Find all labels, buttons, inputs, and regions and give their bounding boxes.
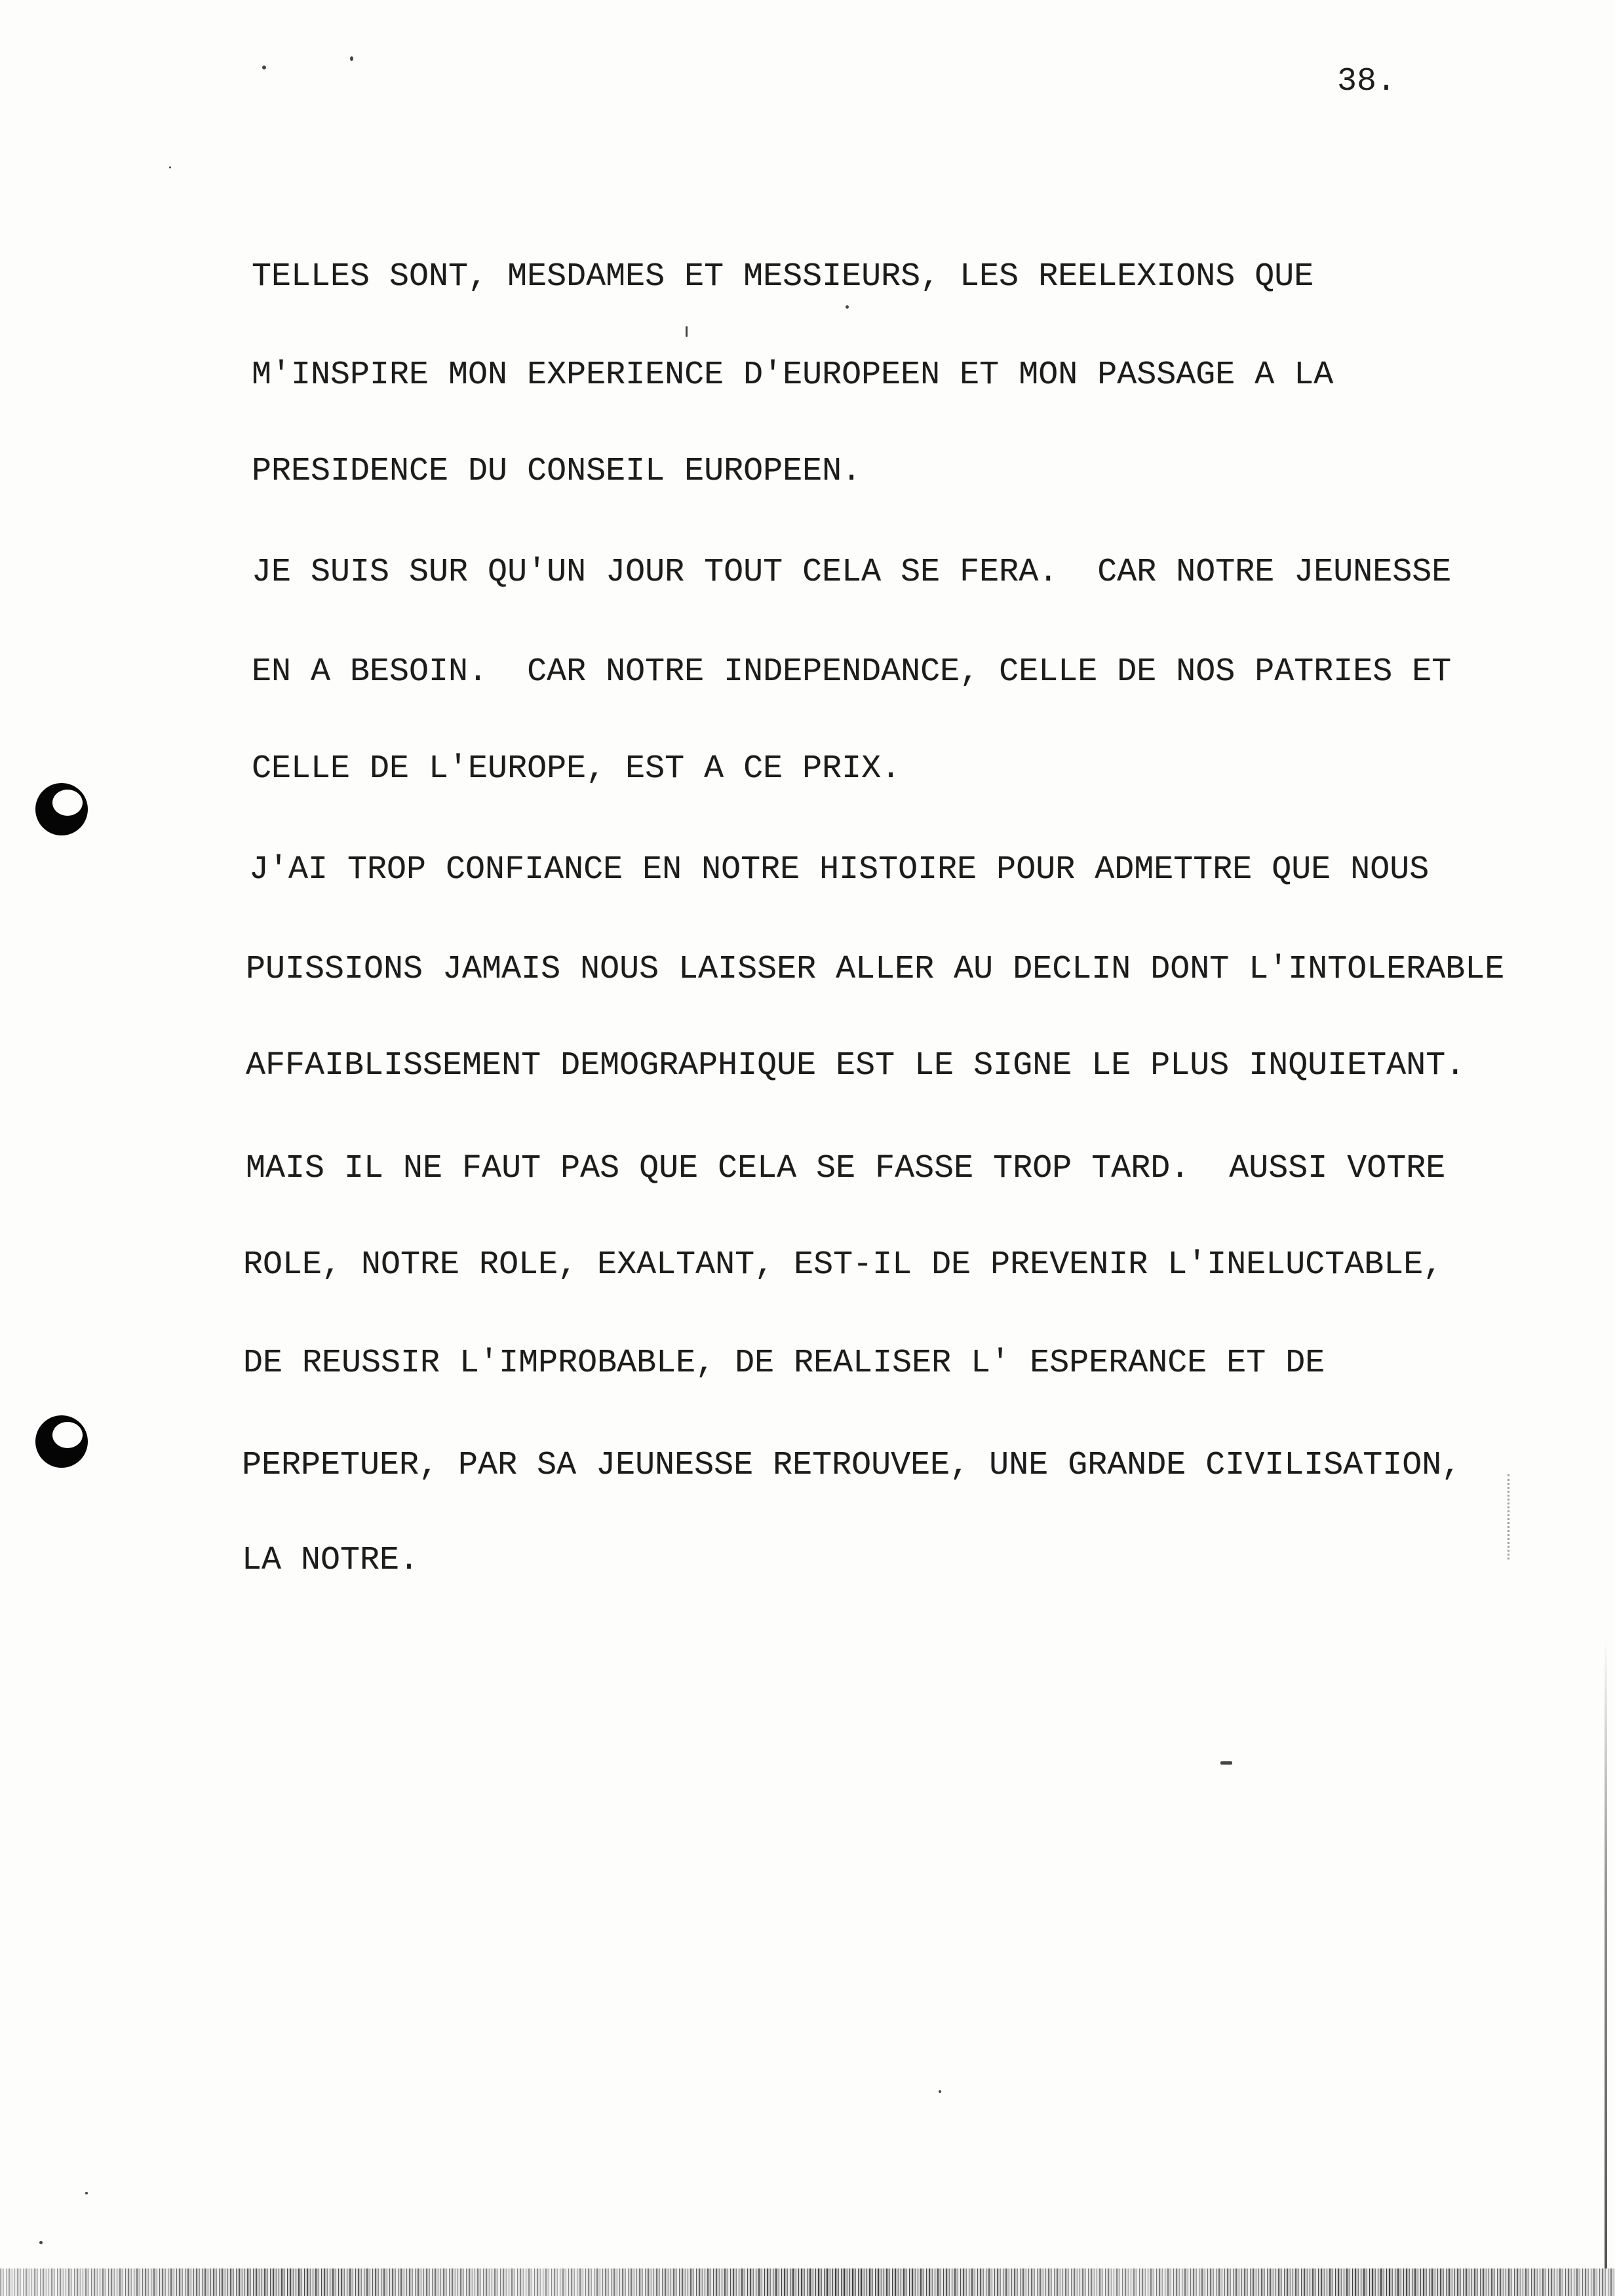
- scan-noise-strip: [0, 2268, 1615, 2296]
- text-line: JE SUIS SUR QU'UN JOUR TOUT CELA SE FERA. CAR NOTRE JEUNESSE: [252, 554, 1452, 591]
- scan-speck: [1220, 1761, 1232, 1765]
- text-line: PRESIDENCE DU CONSEIL EUROPEEN.: [252, 453, 862, 490]
- punch-hole: [35, 1415, 88, 1468]
- scan-speck: [686, 326, 688, 337]
- text-line: DE REUSSIR L'IMPROBABLE, DE REALISER L' ESPERANCE ET DE: [243, 1345, 1325, 1382]
- scan-speck: [169, 166, 171, 168]
- text-line: AFFAIBLISSEMENT DEMOGRAPHIQUE EST LE SIGNE LE PLUS INQUIETANT.: [246, 1047, 1466, 1084]
- text-line: LA NOTRE.: [242, 1542, 419, 1579]
- scan-speck: [846, 305, 849, 309]
- scan-speck: [939, 2090, 941, 2093]
- margin-mark: [1508, 1474, 1509, 1559]
- page-number: 38.: [1337, 63, 1397, 100]
- text-line: TELLES SONT, MESDAMES ET MESSIEURS, LES REELEXIONS QUE: [252, 258, 1314, 296]
- text-line: EN A BESOIN. CAR NOTRE INDEPENDANCE, CELLE DE NOS PATRIES ET: [252, 653, 1452, 691]
- text-line: CELLE DE L'EUROPE, EST A CE PRIX.: [252, 750, 901, 788]
- text-line: MAIS IL NE FAUT PAS QUE CELA SE FASSE TROP TARD. AUSSI VOTRE: [246, 1150, 1446, 1187]
- text-line: ROLE, NOTRE ROLE, EXALTANT, EST-IL DE PREVENIR L'INELUCTABLE,: [243, 1246, 1443, 1284]
- text-line: M'INSPIRE MON EXPERIENCE D'EUROPEEN ET MON PASSAGE A LA: [252, 356, 1334, 394]
- text-line: PERPETUER, PAR SA JEUNESSE RETROUVEE, UNE GRANDE CIVILISATION,: [242, 1447, 1462, 1484]
- text-line: J'AI TROP CONFIANCE EN NOTRE HISTOIRE POUR ADMETTRE QUE NOUS: [249, 851, 1430, 889]
- text-line: PUISSIONS JAMAIS NOUS LAISSER ALLER AU DECLIN DONT L'INTOLERABLE: [246, 951, 1505, 988]
- punch-hole: [35, 783, 88, 835]
- scan-speck: [85, 2192, 88, 2194]
- scan-speck: [262, 66, 266, 69]
- scan-speck: [39, 2241, 43, 2244]
- scan-edge-line: [1605, 1638, 1607, 2268]
- scan-speck: [350, 56, 353, 61]
